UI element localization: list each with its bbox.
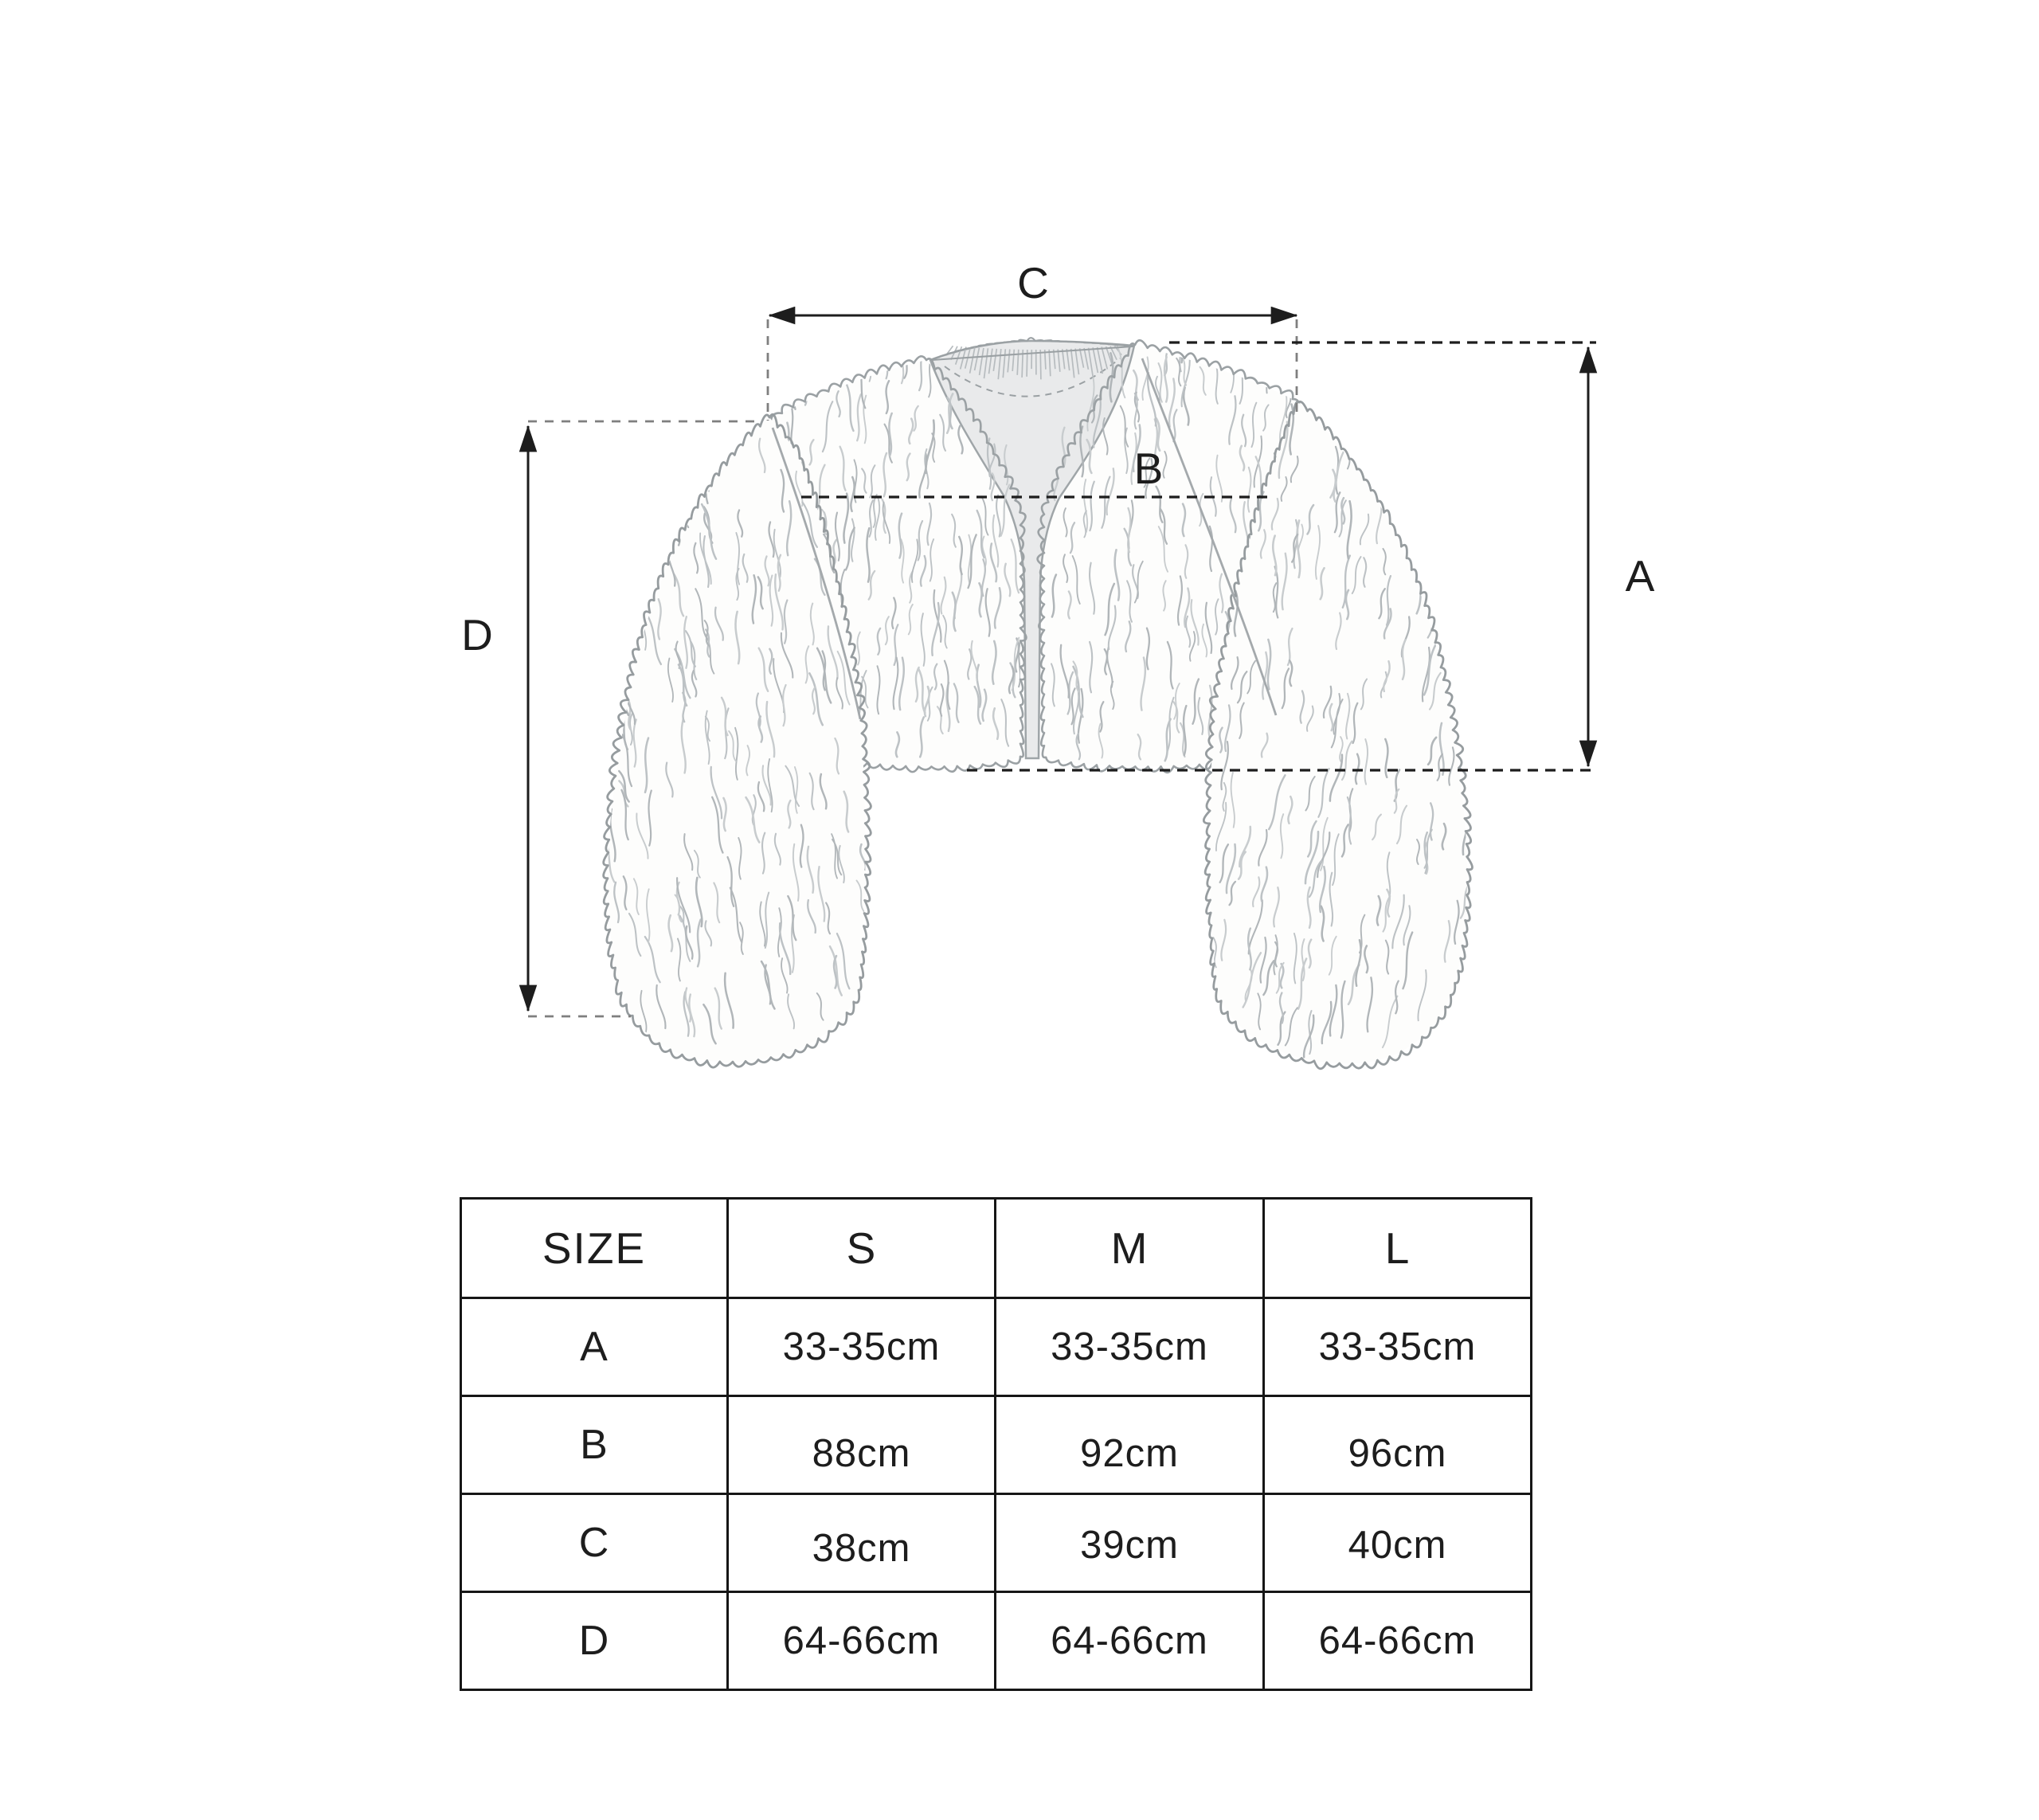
size-value-cell: 33-35cm <box>996 1298 1264 1396</box>
column-header-m: M <box>996 1199 1264 1298</box>
size-value-cell: 88cm <box>728 1396 996 1494</box>
size-value-cell: 96cm <box>1264 1396 1532 1494</box>
size-value-cell: 33-35cm <box>728 1298 996 1396</box>
size-value-cell: 39cm <box>996 1494 1264 1592</box>
size-value-cell: 64-66cm <box>728 1592 996 1690</box>
dimension-label-a: A <box>1625 551 1655 601</box>
table-row <box>461 1592 1532 1690</box>
column-header-l: L <box>1264 1199 1532 1298</box>
size-value-cell: 40cm <box>1264 1494 1532 1592</box>
table-row <box>461 1298 1532 1396</box>
size-header-cell: SIZE <box>461 1199 728 1298</box>
measure-row-label: A <box>461 1298 728 1396</box>
size-value-cell: 38cm <box>728 1494 996 1592</box>
measure-row-label: C <box>461 1494 728 1592</box>
table-header-row <box>461 1199 1532 1298</box>
measure-row-label: D <box>461 1592 728 1690</box>
dimension-label-d: D <box>461 610 493 660</box>
measure-row-label: B <box>461 1396 728 1494</box>
size-value-cell: 33-35cm <box>1264 1298 1532 1396</box>
dimension-label-c: C <box>1017 258 1049 307</box>
size-value-cell: 64-66cm <box>996 1592 1264 1690</box>
column-header-s: S <box>728 1199 996 1298</box>
size-table <box>460 1197 1532 1691</box>
size-value-cell: 64-66cm <box>1264 1592 1532 1690</box>
size-value-cell: 92cm <box>996 1396 1264 1494</box>
table-row <box>461 1396 1532 1494</box>
table-row <box>461 1494 1532 1592</box>
dimension-label-b: B <box>1133 444 1164 493</box>
jacket-illustration <box>601 311 1472 1069</box>
